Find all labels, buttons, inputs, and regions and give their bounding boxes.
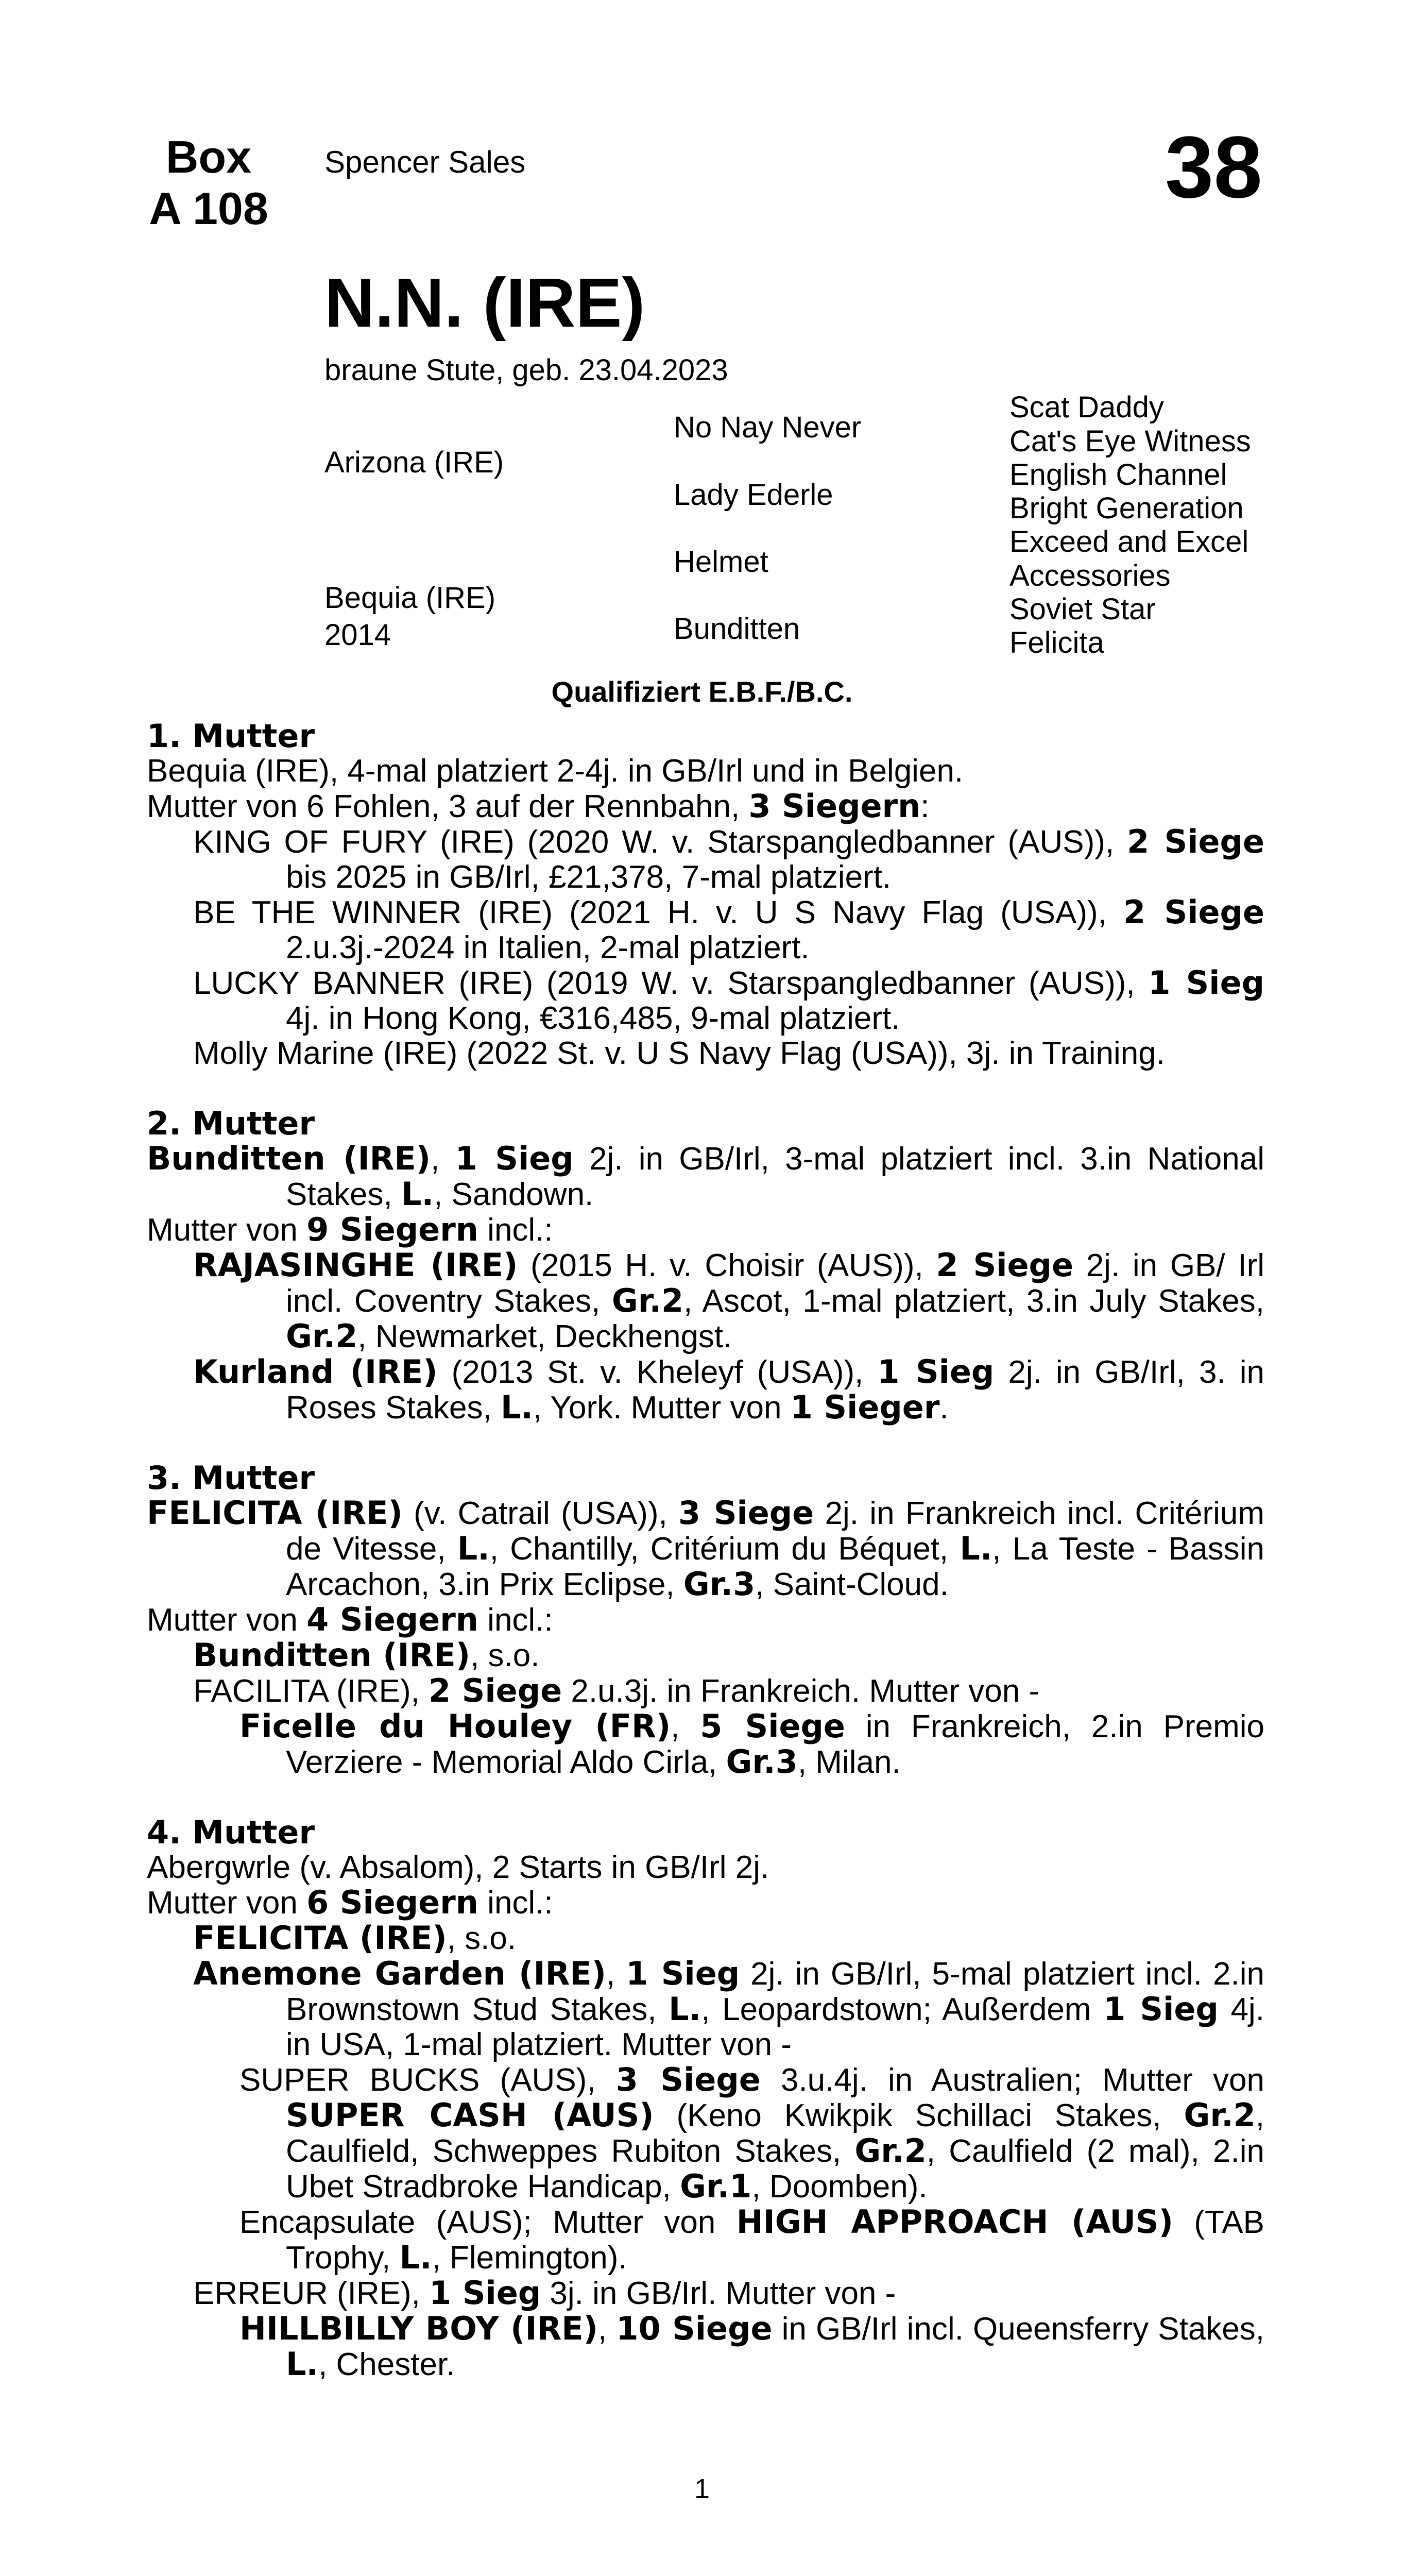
- entry-text: 2j. in GB/Irl, 3. in Roses Stakes,: [286, 1354, 1264, 1426]
- entry-text: 3.u.4j. in Australien; Mutter von: [760, 2062, 1264, 2098]
- entry-highlight: Gr.3: [683, 1565, 756, 1603]
- pedigree-sire-dam: Lady Ederle: [674, 478, 833, 512]
- page-number: 1: [694, 2473, 710, 2504]
- entry-text: .: [939, 1390, 949, 1426]
- entry-text: 2j. in Frankreich incl. Critérium de Vitesse,: [286, 1496, 1264, 1567]
- entry-highlight: Gr.3: [726, 1743, 798, 1781]
- entry-text: Mutter von: [147, 1602, 307, 1638]
- entry-highlight: Gr.1: [680, 2167, 752, 2205]
- entry-highlight: 1 Sieg: [455, 1140, 574, 1177]
- entry-text: , La Teste - Bassin Arcachon, 3.in Prix Eclipse,: [286, 1531, 1264, 1602]
- box-label: [144, 131, 273, 234]
- entry-text: , Sandown.: [434, 1177, 594, 1212]
- pedigree-ggp-2: Cat's Eye Witness: [1009, 425, 1251, 458]
- section-entry: [147, 2205, 1264, 2276]
- entry-highlight: Kurland (IRE): [193, 1353, 438, 1391]
- entry-text: , York. Mutter von: [533, 1390, 791, 1426]
- section-entry: [147, 1248, 1264, 1354]
- dam-section: [147, 1815, 1264, 2382]
- entry-highlight: Gr.2: [286, 1317, 358, 1355]
- entry-highlight: 3 Siege: [615, 2061, 761, 2098]
- pedigree-dam-year: 2014: [324, 618, 391, 652]
- section-entry: [147, 789, 1264, 824]
- section-entry: [147, 1850, 1264, 1885]
- entry-text: (Keno Kwikpik Schillaci Stakes,: [654, 2098, 1184, 2133]
- entry-text: ,: [598, 2311, 617, 2347]
- entry-highlight: L.: [286, 2345, 319, 2383]
- entry-highlight: L.: [669, 1990, 701, 2028]
- entry-highlight: 3 Siegern: [748, 787, 921, 825]
- entry-text: , Saint-Cloud.: [755, 1567, 949, 1602]
- entry-highlight: 3 Siege: [678, 1494, 814, 1532]
- entry-text: Bequia (IRE), 4-mal platziert 2-4j. in GB/Irl und in Belgien.: [147, 753, 964, 789]
- entry-highlight: 10 Siege: [616, 2310, 773, 2347]
- entry-highlight: Gr.2: [854, 2132, 927, 2170]
- entry-text: ,: [431, 1141, 455, 1177]
- entry-text: (TAB Trophy,: [286, 2205, 1264, 2276]
- entry-text: (2013 St. v. Kheleyf (USA)),: [437, 1354, 878, 1390]
- entry-text: , s.o.: [447, 1921, 517, 1956]
- pedigree-sire: Arizona (IRE): [324, 446, 504, 479]
- qualification-note: Qualifiziert E.B.F./B.C.: [551, 675, 853, 708]
- pedigree-ggp-3: English Channel: [1009, 458, 1227, 492]
- entry-text: ,: [606, 1956, 626, 1992]
- entry-text: ERREUR (IRE),: [193, 2276, 430, 2311]
- pedigree-ggp-7: Soviet Star: [1009, 592, 1156, 626]
- entry-text: bis 2025 in GB/Irl, £21,378, 7-mal platziert.: [286, 859, 892, 895]
- entry-highlight: 1 Sieg: [877, 1353, 995, 1391]
- box-label-text: Box: [165, 131, 252, 182]
- entry-text: 2j. in GB/Irl, 3-mal platziert incl. 3.in National Stakes,: [286, 1141, 1265, 1212]
- section-entry: [147, 1885, 1264, 1921]
- entry-text: LUCKY BANNER (IRE) (2019 W. v. Starspangledbanner (AUS)),: [193, 965, 1149, 1001]
- entry-highlight: 2 Siege: [429, 1672, 562, 1709]
- entry-text: (2015 H. v. Choisir (AUS)),: [518, 1248, 936, 1283]
- section-title: 4. Mutter: [147, 1814, 315, 1851]
- section-entry: [147, 895, 1264, 965]
- entry-highlight: RAJASINGHE (IRE): [193, 1246, 518, 1284]
- entry-text: , Milan.: [797, 1744, 901, 1780]
- section-title: 2. Mutter: [147, 1105, 315, 1142]
- entry-text: 4j. in Hong Kong, €316,485, 9-mal platziert.: [286, 1001, 900, 1036]
- pedigree-ggp-5: Exceed and Excel: [1009, 525, 1249, 558]
- entry-text: 2j. in GB/Irl, 5-mal platziert incl. 2.in Brownstown Stud Stakes,: [286, 1956, 1265, 2027]
- entry-text: in Frankreich, 2.in Premio Verziere - Memorial Aldo Cirla,: [286, 1709, 1264, 1780]
- entry-text: :: [920, 789, 930, 824]
- entry-text: in GB/Irl incl. Queensferry Stakes,: [772, 2311, 1265, 2347]
- entry-text: , Ascot, 1-mal platziert, 3.in July Stakes,: [683, 1283, 1264, 1319]
- section-entry: [147, 1956, 1264, 2062]
- dam-section: [147, 1106, 1264, 1426]
- lot-number: 38: [1165, 118, 1262, 216]
- entry-text: , Chantilly, Critérium du Béquet,: [489, 1531, 960, 1567]
- section-entry: [147, 754, 1264, 789]
- section-entry: [147, 1141, 1264, 1212]
- entry-highlight: 1 Sieger: [790, 1388, 940, 1426]
- entry-text: ,: [671, 1709, 700, 1744]
- entry-text: , Flemington).: [432, 2240, 627, 2276]
- pedigree-ggp-1: Scat Daddy: [1009, 391, 1164, 424]
- section-entry: [147, 2276, 1264, 2311]
- pedigree-dam-dam: Bunditten: [674, 612, 800, 646]
- entry-highlight: HIGH APPROACH (AUS): [736, 2203, 1173, 2241]
- entry-highlight: Bunditten (IRE): [193, 1636, 471, 1674]
- entry-highlight: Anemone Garden (IRE): [193, 1955, 607, 1992]
- entry-text: , Caulfield (2 mal), 2.in Ubet Stradbroke Handicap,: [286, 2133, 1264, 2205]
- entry-text: FACILITA (IRE),: [193, 1673, 429, 1709]
- entry-text: KING OF FURY (IRE) (2020 W. v. Starspangledbanner (AUS)),: [193, 824, 1127, 860]
- pedigree-dam-sire: Helmet: [674, 545, 768, 579]
- entry-highlight: FELICITA (IRE): [193, 1919, 447, 1957]
- entry-highlight: 9 Siegern: [306, 1211, 478, 1248]
- entry-highlight: HILLBILLY BOY (IRE): [239, 2310, 598, 2347]
- entry-text: 4j. in USA, 1-mal platziert. Mutter von -: [286, 1992, 1265, 2062]
- entry-highlight: 2 Siege: [1123, 893, 1264, 931]
- entry-highlight: L.: [399, 2239, 432, 2276]
- section-entry: [147, 2062, 1264, 2205]
- section-title: 3. Mutter: [147, 1459, 315, 1497]
- entry-highlight: 5 Siege: [700, 1707, 845, 1745]
- entry-highlight: 2 Siege: [1127, 823, 1264, 860]
- section-entry: [147, 1212, 1264, 1248]
- entry-text: BE THE WINNER (IRE) (2021 H. v. U S Navy Flag (USA)),: [193, 895, 1123, 930]
- section-entry: [147, 1921, 1264, 1956]
- entry-text: , Leopardstown; Außerdem: [701, 1992, 1104, 2027]
- section-entry: [147, 824, 1264, 895]
- entry-text: Mutter von: [147, 1885, 307, 1921]
- pedigree-dam: Bequia (IRE): [324, 581, 496, 615]
- entry-highlight: L.: [401, 1175, 434, 1213]
- vendor-name: Spencer Sales: [324, 145, 526, 179]
- entry-text: 2.u.3j.-2024 in Italien, 2-mal platziert.: [286, 930, 810, 965]
- entry-text: , Newmarket, Deckhengst.: [357, 1319, 732, 1354]
- entry-highlight: Ficelle du Houley (FR): [239, 1707, 671, 1745]
- entry-highlight: SUPER CASH (AUS): [286, 2096, 654, 2134]
- entry-text: , Chester.: [318, 2347, 455, 2382]
- entry-highlight: Bunditten (IRE): [147, 1140, 431, 1177]
- section-title: 1. Mutter: [147, 717, 315, 755]
- section-entry: [147, 1673, 1264, 1709]
- pedigree-sire-sire: No Nay Never: [674, 411, 862, 444]
- pedigree-ggp-6: Accessories: [1009, 559, 1171, 592]
- entry-highlight: Gr.2: [1184, 2096, 1256, 2134]
- entry-text: incl.:: [478, 1885, 553, 1921]
- entry-highlight: 1 Sieg: [1103, 1990, 1219, 2028]
- section-entry: [147, 965, 1264, 1036]
- section-entry: [147, 1354, 1264, 1426]
- section-entry: [147, 1709, 1264, 1780]
- pedigree-ggp-8: Felicita: [1009, 626, 1104, 659]
- entry-highlight: L.: [500, 1388, 534, 1426]
- horse-name: N.N. (IRE): [324, 264, 645, 342]
- pedigree-ggp-4: Bright Generation: [1009, 492, 1244, 525]
- entry-text: 3j. in GB/Irl. Mutter von -: [541, 2276, 896, 2311]
- entry-highlight: 1 Sieg: [429, 2274, 541, 2312]
- entry-highlight: L.: [457, 1530, 490, 1567]
- entry-text: , s.o.: [470, 1638, 540, 1673]
- entry-text: 2.u.3j. in Frankreich. Mutter von -: [562, 1673, 1040, 1709]
- entry-text: SUPER BUCKS (AUS),: [239, 2062, 616, 2098]
- section-entry: [147, 1638, 1264, 1673]
- entry-text: , Doomben).: [751, 2169, 928, 2205]
- dam-section: [147, 1461, 1264, 1780]
- entry-text: Mutter von 6 Fohlen, 3 auf der Rennbahn,: [147, 789, 749, 824]
- entry-highlight: 4 Siegern: [306, 1601, 478, 1638]
- entry-highlight: L.: [960, 1530, 992, 1567]
- entry-text: incl.:: [478, 1602, 553, 1638]
- dam-section: [147, 719, 1264, 1071]
- section-entry: [147, 1496, 1264, 1602]
- entry-text: 2j. in GB/ Irl incl. Coventry Stakes,: [286, 1248, 1264, 1319]
- section-entry: [147, 1036, 1264, 1071]
- entry-text: Abergwrle (v. Absalom), 2 Starts in GB/Irl 2j.: [147, 1850, 769, 1885]
- box-number: A 108: [149, 183, 268, 234]
- dam-line: [147, 719, 1264, 2382]
- horse-description: braune Stute, geb. 23.04.2023: [324, 353, 728, 387]
- entry-text: incl.:: [478, 1212, 553, 1248]
- entry-highlight: 1 Sieg: [1148, 964, 1264, 1002]
- entry-highlight: 1 Sieg: [626, 1955, 740, 1992]
- entry-text: Mutter von: [147, 1212, 307, 1248]
- entry-text: (v. Catrail (USA)),: [402, 1496, 679, 1531]
- entry-text: Encapsulate (AUS); Mutter von: [239, 2205, 737, 2240]
- entry-text: , Caulfield, Schweppes Rubiton Stakes,: [286, 2098, 1264, 2169]
- entry-highlight: FELICITA (IRE): [147, 1494, 403, 1532]
- entry-text: Molly Marine (IRE) (2022 St. v. U S Navy Flag (USA)), 3j. in Training.: [193, 1036, 1165, 1071]
- section-entry: [147, 1602, 1264, 1638]
- section-entry: [147, 2311, 1264, 2382]
- entry-highlight: Gr.2: [611, 1282, 684, 1319]
- entry-highlight: 2 Siege: [936, 1246, 1073, 1284]
- entry-highlight: 6 Siegern: [306, 1884, 478, 1921]
